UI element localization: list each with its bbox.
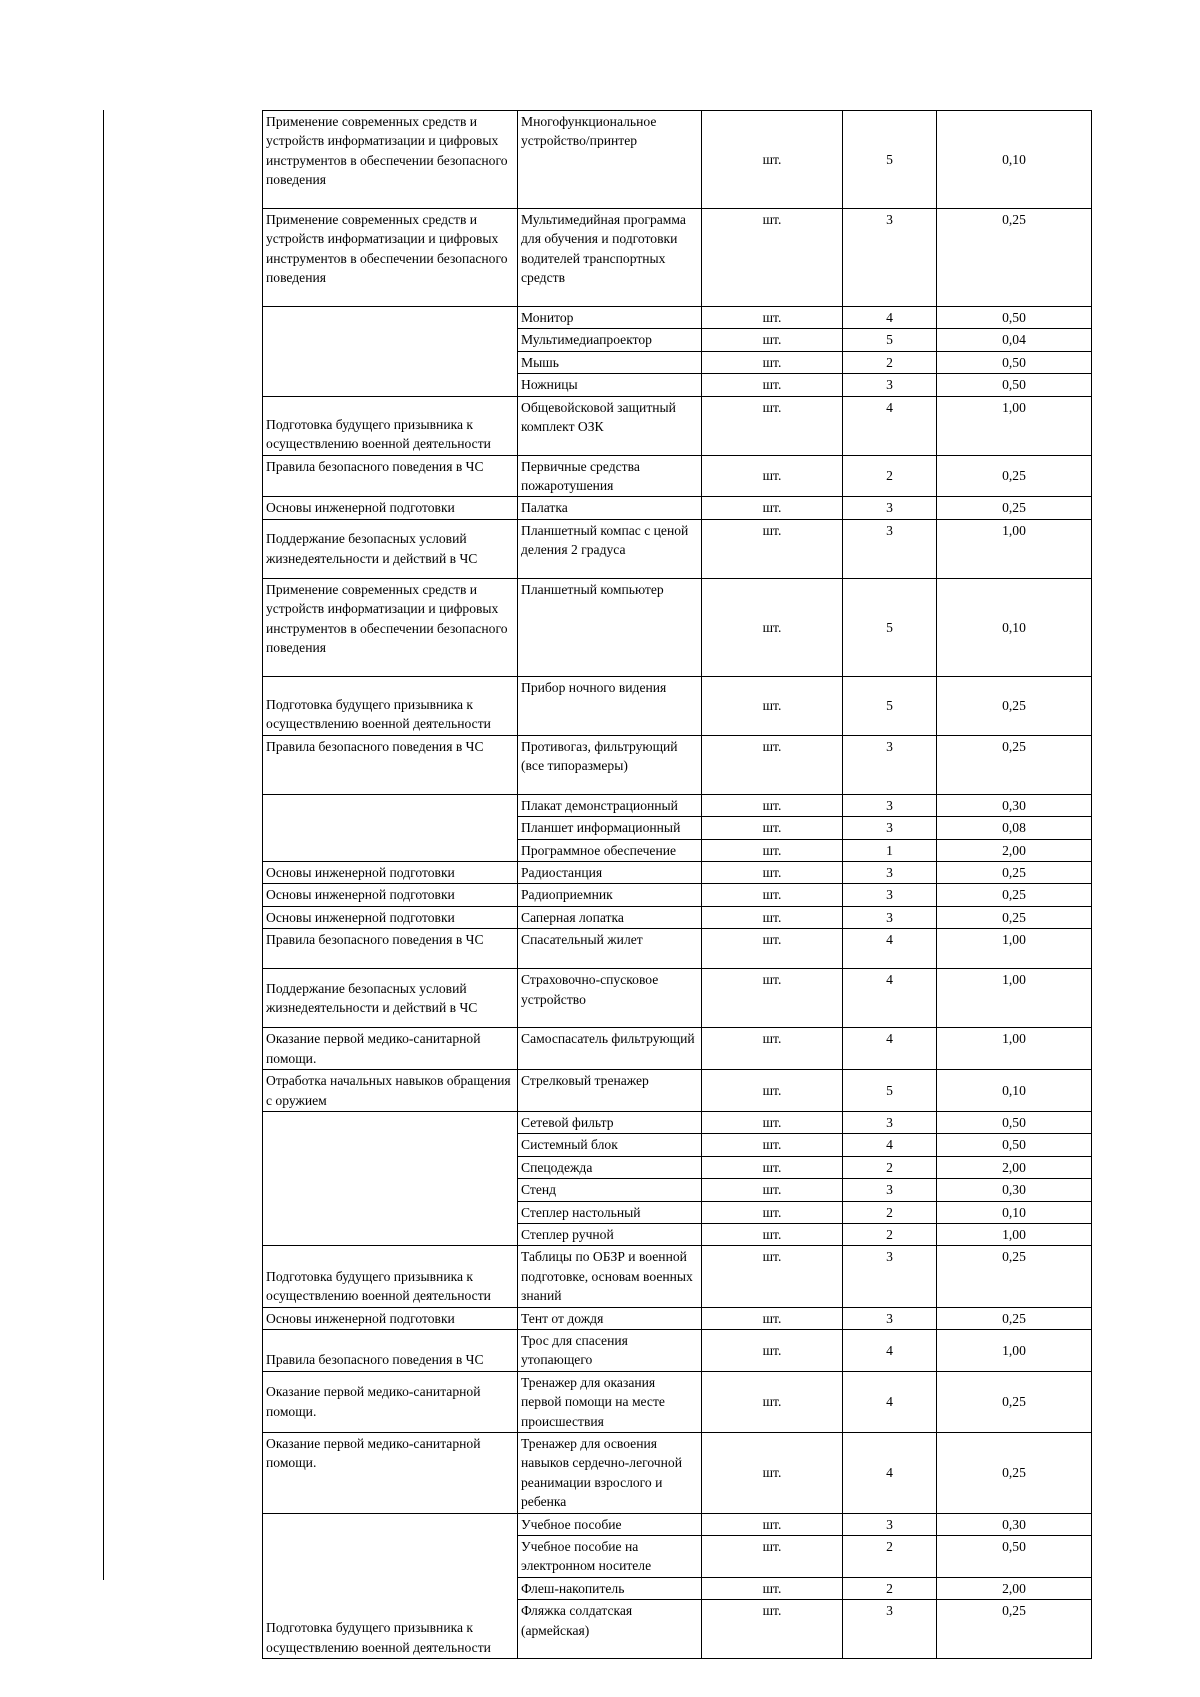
item-cell: Трос для спасения утопающего bbox=[518, 1329, 702, 1371]
item-cell: Мультимедийная программа для обучения и подготовки водителей транспортных средств bbox=[518, 209, 702, 307]
item-cell: Планшетный компас с ценой деления 2 градуса bbox=[518, 519, 702, 578]
table-row bbox=[263, 455, 1092, 497]
section-cell: Правила безопасного поведения в ЧС bbox=[263, 735, 518, 794]
unit-cell: шт. bbox=[702, 1201, 843, 1223]
quantity-cell: 3 bbox=[843, 906, 937, 928]
unit-cell: шт. bbox=[702, 1028, 843, 1070]
quantity-cell: 4 bbox=[843, 1028, 937, 1070]
value-cell: 0,25 bbox=[937, 862, 1092, 884]
value-cell: 0,08 bbox=[937, 817, 1092, 839]
section-cell bbox=[263, 794, 518, 861]
section-cell: Оказание первой медико-санитарной помощи. bbox=[263, 1371, 518, 1432]
value-cell: 0,30 bbox=[937, 794, 1092, 816]
section-cell: Применение современных средств и устройств информатизации и цифровых инструментов в обеспечении безопасного поведения bbox=[263, 111, 518, 209]
unit-cell: шт. bbox=[702, 1179, 843, 1201]
unit-cell: шт. bbox=[702, 1070, 843, 1112]
unit-cell: шт. bbox=[702, 817, 843, 839]
quantity-cell: 3 bbox=[843, 1600, 937, 1659]
quantity-cell: 5 bbox=[843, 329, 937, 351]
quantity-cell: 2 bbox=[843, 455, 937, 497]
item-cell: Стрелковый тренажер bbox=[518, 1070, 702, 1112]
quantity-cell: 3 bbox=[843, 519, 937, 578]
value-cell: 0,25 bbox=[937, 455, 1092, 497]
value-cell: 0,30 bbox=[937, 1179, 1092, 1201]
value-cell: 0,10 bbox=[937, 111, 1092, 209]
item-cell: Прибор ночного видения bbox=[518, 676, 702, 735]
item-cell: Степлер настольный bbox=[518, 1201, 702, 1223]
section-cell bbox=[263, 307, 518, 397]
value-cell: 1,00 bbox=[937, 929, 1092, 969]
item-cell: Мышь bbox=[518, 351, 702, 373]
item-cell: Флеш-накопитель bbox=[518, 1577, 702, 1599]
item-cell: Таблицы по ОБЗР и военной подготовке, основам военных знаний bbox=[518, 1246, 702, 1307]
value-cell: 1,00 bbox=[937, 1223, 1092, 1245]
unit-cell: шт. bbox=[702, 497, 843, 519]
quantity-cell: 4 bbox=[843, 396, 937, 455]
unit-cell: шт. bbox=[702, 1134, 843, 1156]
unit-cell: шт. bbox=[702, 519, 843, 578]
section-cell: Подготовка будущего призывника к осуществлению военной деятельности bbox=[263, 1246, 518, 1307]
unit-cell: шт. bbox=[702, 396, 843, 455]
unit-cell: шт. bbox=[702, 455, 843, 497]
unit-cell: шт. bbox=[702, 1111, 843, 1133]
value-cell: 0,25 bbox=[937, 735, 1092, 794]
item-cell: Противогаз, фильтрующий (все типоразмеры) bbox=[518, 735, 702, 794]
value-cell: 0,50 bbox=[937, 1134, 1092, 1156]
value-cell: 2,00 bbox=[937, 1156, 1092, 1178]
table-row bbox=[263, 1371, 1092, 1432]
quantity-cell: 3 bbox=[843, 497, 937, 519]
quantity-cell: 5 bbox=[843, 111, 937, 209]
equipment-table bbox=[262, 110, 1092, 1659]
table-row bbox=[263, 1433, 1092, 1514]
table-row bbox=[263, 111, 1092, 209]
value-cell: 0,50 bbox=[937, 307, 1092, 329]
item-cell: Сетевой фильтр bbox=[518, 1111, 702, 1133]
unit-cell: шт. bbox=[702, 374, 843, 396]
item-cell: Мультимедиапроектор bbox=[518, 329, 702, 351]
unit-cell: шт. bbox=[702, 1577, 843, 1599]
section-cell: Поддержание безопасных условий жизнедеятельности и действий в ЧС bbox=[263, 969, 518, 1028]
quantity-cell: 1 bbox=[843, 839, 937, 861]
item-cell: Тренажер для оказания первой помощи на месте происшествия bbox=[518, 1371, 702, 1432]
quantity-cell: 4 bbox=[843, 1371, 937, 1432]
table-row bbox=[263, 862, 1092, 884]
table-row bbox=[263, 735, 1092, 794]
section-cell: Оказание первой медико-санитарной помощи. bbox=[263, 1028, 518, 1070]
equipment-table-wrapper bbox=[262, 110, 1092, 1659]
value-cell: 1,00 bbox=[937, 519, 1092, 578]
unit-cell: шт. bbox=[702, 884, 843, 906]
table-row bbox=[263, 1246, 1092, 1307]
unit-cell: шт. bbox=[702, 794, 843, 816]
table-row bbox=[263, 906, 1092, 928]
value-cell: 2,00 bbox=[937, 1577, 1092, 1599]
unit-cell: шт. bbox=[702, 578, 843, 676]
quantity-cell: 3 bbox=[843, 884, 937, 906]
item-cell: Учебное пособие bbox=[518, 1513, 702, 1535]
unit-cell: шт. bbox=[702, 1600, 843, 1659]
section-cell: Правила безопасного поведения в ЧС bbox=[263, 929, 518, 969]
quantity-cell: 4 bbox=[843, 1134, 937, 1156]
value-cell: 0,25 bbox=[937, 676, 1092, 735]
item-cell: Радиостанция bbox=[518, 862, 702, 884]
section-cell: Основы инженерной подготовки bbox=[263, 1307, 518, 1329]
value-cell: 1,00 bbox=[937, 1329, 1092, 1371]
value-cell: 0,30 bbox=[937, 1513, 1092, 1535]
quantity-cell: 2 bbox=[843, 351, 937, 373]
value-cell: 1,00 bbox=[937, 396, 1092, 455]
quantity-cell: 3 bbox=[843, 1111, 937, 1133]
section-cell: Поддержание безопасных условий жизнедеятельности и действий в ЧС bbox=[263, 519, 518, 578]
table-row bbox=[263, 497, 1092, 519]
table-row bbox=[263, 209, 1092, 307]
unit-cell: шт. bbox=[702, 1329, 843, 1371]
value-cell: 0,50 bbox=[937, 351, 1092, 373]
quantity-cell: 3 bbox=[843, 1513, 937, 1535]
table-row bbox=[263, 307, 1092, 329]
unit-cell: шт. bbox=[702, 1307, 843, 1329]
table-row bbox=[263, 1329, 1092, 1371]
quantity-cell: 3 bbox=[843, 862, 937, 884]
quantity-cell: 4 bbox=[843, 1433, 937, 1514]
unit-cell: шт. bbox=[702, 329, 843, 351]
table-row bbox=[263, 1028, 1092, 1070]
quantity-cell: 3 bbox=[843, 209, 937, 307]
section-cell: Подготовка будущего призывника к осуществлению военной деятельности bbox=[263, 396, 518, 455]
section-cell: Правила безопасного поведения в ЧС bbox=[263, 455, 518, 497]
item-cell: Первичные средства пожаротушения bbox=[518, 455, 702, 497]
unit-cell: шт. bbox=[702, 351, 843, 373]
section-cell: Применение современных средств и устройств информатизации и цифровых инструментов в обеспечении безопасного поведения bbox=[263, 578, 518, 676]
value-cell: 0,10 bbox=[937, 1070, 1092, 1112]
item-cell: Общевойсковой защитный комплект ОЗК bbox=[518, 396, 702, 455]
table-row bbox=[263, 1070, 1092, 1112]
unit-cell: шт. bbox=[702, 906, 843, 928]
quantity-cell: 3 bbox=[843, 817, 937, 839]
section-cell: Подготовка будущего призывника к осуществлению военной деятельности bbox=[263, 1513, 518, 1659]
quantity-cell: 4 bbox=[843, 969, 937, 1028]
quantity-cell: 3 bbox=[843, 1307, 937, 1329]
table-row bbox=[263, 884, 1092, 906]
table-row bbox=[263, 676, 1092, 735]
item-cell: Спасательный жилет bbox=[518, 929, 702, 969]
unit-cell: шт. bbox=[702, 1156, 843, 1178]
item-cell: Страховочно-спусковое устройство bbox=[518, 969, 702, 1028]
item-cell: Спецодежда bbox=[518, 1156, 702, 1178]
equipment-table-body bbox=[263, 111, 1092, 1659]
value-cell: 0,10 bbox=[937, 578, 1092, 676]
unit-cell: шт. bbox=[702, 1513, 843, 1535]
unit-cell: шт. bbox=[702, 862, 843, 884]
unit-cell: шт. bbox=[702, 735, 843, 794]
item-cell: Стенд bbox=[518, 1179, 702, 1201]
table-row bbox=[263, 578, 1092, 676]
table-row bbox=[263, 519, 1092, 578]
unit-cell: шт. bbox=[702, 929, 843, 969]
unit-cell: шт. bbox=[702, 1536, 843, 1578]
quantity-cell: 4 bbox=[843, 1329, 937, 1371]
unit-cell: шт. bbox=[702, 1223, 843, 1245]
unit-cell: шт. bbox=[702, 1371, 843, 1432]
quantity-cell: 5 bbox=[843, 578, 937, 676]
section-cell: Основы инженерной подготовки bbox=[263, 906, 518, 928]
unit-cell: шт. bbox=[702, 209, 843, 307]
item-cell: Ножницы bbox=[518, 374, 702, 396]
value-cell: 0,25 bbox=[937, 1600, 1092, 1659]
quantity-cell: 2 bbox=[843, 1577, 937, 1599]
value-cell: 1,00 bbox=[937, 969, 1092, 1028]
value-cell: 0,25 bbox=[937, 1246, 1092, 1307]
item-cell: Палатка bbox=[518, 497, 702, 519]
item-cell: Учебное пособие на электронном носителе bbox=[518, 1536, 702, 1578]
value-cell: 0,50 bbox=[937, 374, 1092, 396]
quantity-cell: 2 bbox=[843, 1156, 937, 1178]
quantity-cell: 3 bbox=[843, 374, 937, 396]
item-cell: Многофункциональное устройство/принтер bbox=[518, 111, 702, 209]
value-cell: 0,25 bbox=[937, 497, 1092, 519]
table-row bbox=[263, 929, 1092, 969]
unit-cell: шт. bbox=[702, 676, 843, 735]
value-cell: 0,10 bbox=[937, 1201, 1092, 1223]
unit-cell: шт. bbox=[702, 111, 843, 209]
table-row bbox=[263, 396, 1092, 455]
quantity-cell: 3 bbox=[843, 794, 937, 816]
value-cell: 0,25 bbox=[937, 884, 1092, 906]
item-cell: Плакат демонстрационный bbox=[518, 794, 702, 816]
item-cell: Планшетный компьютер bbox=[518, 578, 702, 676]
item-cell: Самоспасатель фильтрующий bbox=[518, 1028, 702, 1070]
value-cell: 0,25 bbox=[937, 1307, 1092, 1329]
section-cell: Основы инженерной подготовки bbox=[263, 884, 518, 906]
section-cell: Основы инженерной подготовки bbox=[263, 862, 518, 884]
quantity-cell: 3 bbox=[843, 735, 937, 794]
item-cell: Тренажер для освоения навыков сердечно-легочной реанимации взрослого и ребенка bbox=[518, 1433, 702, 1514]
unit-cell: шт. bbox=[702, 969, 843, 1028]
section-cell: Оказание первой медико-санитарной помощи. bbox=[263, 1433, 518, 1514]
unit-cell: шт. bbox=[702, 1433, 843, 1514]
section-cell: Отработка начальных навыков обращения с оружием bbox=[263, 1070, 518, 1112]
quantity-cell: 3 bbox=[843, 1246, 937, 1307]
section-cell bbox=[263, 1111, 518, 1245]
value-cell: 0,50 bbox=[937, 1111, 1092, 1133]
section-cell: Правила безопасного поведения в ЧС bbox=[263, 1329, 518, 1371]
quantity-cell: 4 bbox=[843, 929, 937, 969]
value-cell: 2,00 bbox=[937, 839, 1092, 861]
item-cell: Монитор bbox=[518, 307, 702, 329]
section-cell: Основы инженерной подготовки bbox=[263, 497, 518, 519]
unit-cell: шт. bbox=[702, 1246, 843, 1307]
item-cell: Степлер ручной bbox=[518, 1223, 702, 1245]
table-row bbox=[263, 794, 1092, 816]
quantity-cell: 5 bbox=[843, 1070, 937, 1112]
quantity-cell: 4 bbox=[843, 307, 937, 329]
quantity-cell: 2 bbox=[843, 1536, 937, 1578]
table-row bbox=[263, 969, 1092, 1028]
item-cell: Планшет информационный bbox=[518, 817, 702, 839]
value-cell: 0,04 bbox=[937, 329, 1092, 351]
value-cell: 1,00 bbox=[937, 1028, 1092, 1070]
item-cell: Системный блок bbox=[518, 1134, 702, 1156]
quantity-cell: 2 bbox=[843, 1201, 937, 1223]
item-cell: Радиоприемник bbox=[518, 884, 702, 906]
quantity-cell: 3 bbox=[843, 1179, 937, 1201]
value-cell: 0,25 bbox=[937, 1371, 1092, 1432]
item-cell: Фляжка солдатская (армейская) bbox=[518, 1600, 702, 1659]
quantity-cell: 5 bbox=[843, 676, 937, 735]
table-row bbox=[263, 1111, 1092, 1133]
table-row bbox=[263, 1513, 1092, 1535]
item-cell: Саперная лопатка bbox=[518, 906, 702, 928]
section-cell: Применение современных средств и устройств информатизации и цифровых инструментов в обеспечении безопасного поведения bbox=[263, 209, 518, 307]
item-cell: Программное обеспечение bbox=[518, 839, 702, 861]
quantity-cell: 2 bbox=[843, 1223, 937, 1245]
value-cell: 0,25 bbox=[937, 209, 1092, 307]
table-row bbox=[263, 1307, 1092, 1329]
value-cell: 0,50 bbox=[937, 1536, 1092, 1578]
value-cell: 0,25 bbox=[937, 1433, 1092, 1514]
left-margin-line bbox=[103, 110, 104, 1580]
unit-cell: шт. bbox=[702, 839, 843, 861]
section-cell: Подготовка будущего призывника к осуществлению военной деятельности bbox=[263, 676, 518, 735]
item-cell: Тент от дождя bbox=[518, 1307, 702, 1329]
unit-cell: шт. bbox=[702, 307, 843, 329]
value-cell: 0,25 bbox=[937, 906, 1092, 928]
